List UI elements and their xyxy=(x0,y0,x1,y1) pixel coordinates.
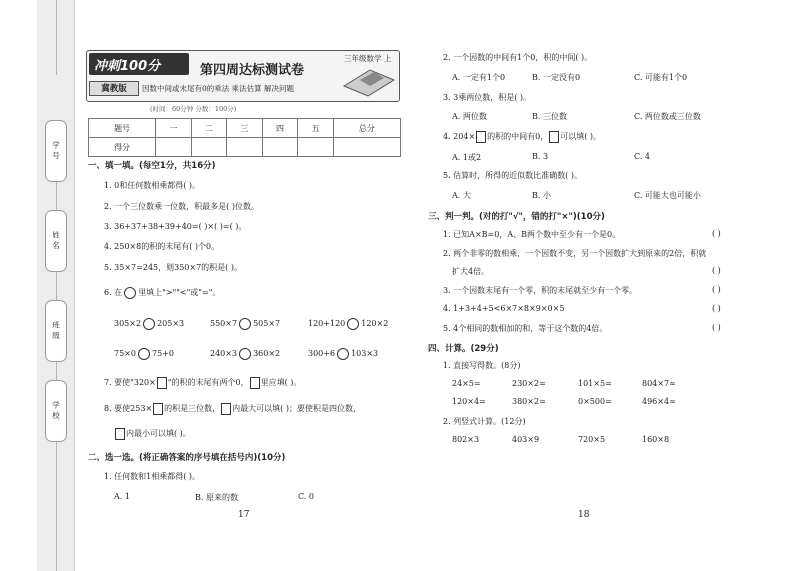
compare-item xyxy=(210,348,280,360)
calc-part-2: 2. 列竖式计算。(12分) xyxy=(443,417,526,426)
compare-item xyxy=(114,318,184,330)
score-table-header-row xyxy=(89,119,401,138)
judge-3: 3. 一个因数末尾有一个零，积的末尾就至少有一个零。 xyxy=(443,286,638,295)
judge-5: 5. 4个相同的数相加的和，等于这个数的4倍。 xyxy=(443,324,608,333)
judge-1: 1. 已知A×B=0，A、B两个数中至少有一个是0。 xyxy=(443,230,621,239)
choice-option: B. 3 xyxy=(532,152,549,161)
score-cell: 得分 xyxy=(89,138,156,157)
desk-illustration-icon xyxy=(340,64,396,98)
strip-line xyxy=(56,182,57,210)
compare-circle-input[interactable] xyxy=(239,318,251,330)
calc-item: 230×2= xyxy=(512,379,546,388)
binding-strip xyxy=(37,0,75,571)
compare-circle-input[interactable] xyxy=(347,318,359,330)
score-cell: 题号 xyxy=(89,119,156,138)
score-input-cell[interactable] xyxy=(333,138,400,157)
question-7-part-c: 里应填( )。 xyxy=(260,378,302,387)
answer-paren[interactable]: ( ) xyxy=(712,229,721,238)
vertical-calc-item: 720×5 xyxy=(578,435,606,444)
square-blank-input[interactable] xyxy=(549,131,559,143)
question-1: 1. 0和任何数相乘都得( )。 xyxy=(104,181,201,190)
class-label: 班级 xyxy=(45,300,67,362)
question-8-continued xyxy=(114,428,191,440)
grade-label: 三年级数学 上 xyxy=(344,54,392,63)
answer-paren[interactable]: ( ) xyxy=(712,285,721,294)
compare-left: 305×2 xyxy=(114,319,142,328)
section-2-title: 二、选一选。(将正确答案的序号填在括号内)(10分) xyxy=(88,453,286,463)
judge-2: 2. 两个非零的数相乘，一个因数不变，另一个因数扩大到原来的2倍，积就 xyxy=(443,249,707,258)
edition-badge: 冀教版 xyxy=(89,81,139,96)
score-input-cell[interactable] xyxy=(262,138,298,157)
compare-item xyxy=(114,348,174,360)
calc-item: 496×4≈ xyxy=(642,397,676,406)
score-input-cell[interactable] xyxy=(191,138,227,157)
score-input-cell[interactable] xyxy=(227,138,263,157)
compare-left: 550×7 xyxy=(210,319,238,328)
question-6 xyxy=(104,287,220,299)
square-blank-input[interactable] xyxy=(115,428,125,440)
compare-right: 360×2 xyxy=(253,349,281,358)
choice-option: C. 可能有1个0 xyxy=(634,73,688,82)
choice-option: C. 两位数或三位数 xyxy=(634,112,701,121)
score-cell: 一 xyxy=(156,119,192,138)
score-cell: 四 xyxy=(262,119,298,138)
answer-paren[interactable]: ( ) xyxy=(712,304,721,313)
vertical-calc-item: 802×3 xyxy=(452,435,480,444)
choice-3: 3. 3乘两位数，积是( )。 xyxy=(443,93,532,102)
choice-option: A. 1或2 xyxy=(452,153,482,162)
question-7-part-b: "的积的末尾有两个0， xyxy=(167,378,249,387)
square-blank-input[interactable] xyxy=(157,377,167,389)
choice-2: 2. 一个因数的中间有1个0，积的中间( )。 xyxy=(443,53,593,62)
strip-line xyxy=(56,0,57,75)
choice-option: B. 小 xyxy=(532,191,551,200)
calc-item: 0×500= xyxy=(578,397,612,406)
strip-line xyxy=(56,272,57,300)
brand-logo: 冲刺100分 xyxy=(89,53,189,75)
judge-2-continued: 扩大4倍。 xyxy=(452,267,490,276)
vertical-calc-item: 403×9 xyxy=(512,435,540,444)
choice-4-part-b: 的积的中间有0， xyxy=(487,132,549,141)
page-number-left: 17 xyxy=(238,510,250,520)
choice-option: B. 三位数 xyxy=(532,112,567,121)
compare-left: 300+6 xyxy=(308,349,336,358)
compare-right: 75+0 xyxy=(151,349,174,358)
question-5: 5. 35×7=245，则350×7的积是( )。 xyxy=(104,263,242,272)
section-4-title: 四、计算。(29分) xyxy=(428,344,499,354)
compare-right: 103×3 xyxy=(351,349,379,358)
compare-circle-input[interactable] xyxy=(239,348,251,360)
choice-1: 1. 任何数和1相乘都得( )。 xyxy=(104,472,201,481)
score-input-cell[interactable] xyxy=(156,138,192,157)
compare-left: 120+120 xyxy=(308,319,346,328)
topics-line: 因数中间或末尾有0的乘法 乘法估算 解决问题 xyxy=(142,84,295,93)
time-info: (时间：60分钟 分数：100分) xyxy=(150,105,237,113)
question-8-part-a: 8. 要使253× xyxy=(104,404,153,413)
calc-item: 380×2= xyxy=(512,397,546,406)
question-4: 4. 250×8的积的末尾有( )个0。 xyxy=(104,242,220,251)
choice-option: A. 一定有1个0 xyxy=(452,73,506,82)
student-id-label: 学号 xyxy=(45,120,67,182)
score-cell: 总分 xyxy=(333,119,400,138)
compare-item xyxy=(210,318,280,330)
calc-part-1: 1. 直接写得数。(8分) xyxy=(443,361,521,370)
choice-4 xyxy=(443,131,601,143)
vertical-calc-item: 160×8 xyxy=(642,435,670,444)
score-input-cell[interactable] xyxy=(298,138,334,157)
compare-circle-input[interactable] xyxy=(143,318,155,330)
choice-option: C. 可能大也可能小 xyxy=(634,191,701,200)
strip-line xyxy=(56,362,57,380)
choice-option: A. 大 xyxy=(452,191,471,200)
choice-option: C. 4 xyxy=(634,152,651,161)
score-table-row xyxy=(89,138,401,157)
question-2: 2. 一个三位数乘一位数，积最多是( )位数。 xyxy=(104,202,259,211)
calc-item: 120×4= xyxy=(452,397,486,406)
question-7-part-a: 7. 要使"320× xyxy=(104,378,156,387)
choice-option: A. 1 xyxy=(114,492,130,501)
square-blank-input[interactable] xyxy=(250,377,260,389)
page-number-right: 18 xyxy=(578,510,590,520)
square-blank-input[interactable] xyxy=(476,131,486,143)
square-blank-input[interactable] xyxy=(221,403,231,415)
choice-4-part-a: 4. 204× xyxy=(443,132,476,141)
compare-right: 505×7 xyxy=(253,319,281,328)
compare-right: 205×3 xyxy=(157,319,185,328)
answer-paren[interactable]: ( ) xyxy=(712,266,721,275)
question-8-part-c: 内最大可以填( )；要使积是四位数， xyxy=(232,404,361,413)
score-cell: 五 xyxy=(298,119,334,138)
strip-line xyxy=(56,442,57,571)
choice-option: A. 两位数 xyxy=(452,112,487,121)
compare-circle-input[interactable] xyxy=(138,348,150,360)
question-6-lead: 6. 在 xyxy=(104,288,123,297)
name-label: 姓名 xyxy=(45,210,67,272)
question-3: 3. 36+37+38+39+40=( )×( )=( )。 xyxy=(104,222,247,231)
compare-left: 240×3 xyxy=(210,349,238,358)
choice-5: 5. 估算时，所得的近似数比准确数( )。 xyxy=(443,171,582,180)
compare-right: 120×2 xyxy=(361,319,389,328)
choice-option: C. 0 xyxy=(298,492,315,501)
circle-blank-icon xyxy=(124,287,136,299)
question-6-tail: 里填上">""<"或"="。 xyxy=(138,288,221,297)
choice-option: B. 一定没有0 xyxy=(532,73,581,82)
school-label: 学校 xyxy=(45,380,67,442)
compare-item xyxy=(308,348,378,360)
question-8-part-b: 的积是三位数， xyxy=(164,404,221,413)
question-8 xyxy=(104,403,361,415)
answer-paren[interactable]: ( ) xyxy=(712,323,721,332)
score-cell: 二 xyxy=(191,119,227,138)
choice-option: B. 原来的数 xyxy=(195,493,238,502)
section-1-title: 一、填一填。(每空1分，共16分) xyxy=(88,161,216,171)
score-table xyxy=(88,118,401,157)
calc-item: 804×7≈ xyxy=(642,379,676,388)
square-blank-input[interactable] xyxy=(153,403,163,415)
compare-left: 75×0 xyxy=(114,349,136,358)
judge-4: 4. 1+3+4+5<6×7×8×9×0×5 xyxy=(443,304,565,313)
question-8-part-d: 内最小可以填( )。 xyxy=(126,429,191,438)
calc-item: 24×5= xyxy=(452,379,481,388)
score-cell: 三 xyxy=(227,119,263,138)
calc-item: 101×5= xyxy=(578,379,612,388)
question-7 xyxy=(104,377,301,389)
page-title: 第四周达标测试卷 xyxy=(200,63,305,78)
choice-4-part-c: 可以填( )。 xyxy=(560,132,602,141)
section-3-title: 三、判一判。(对的打"√"，错的打"×")(10分) xyxy=(428,212,605,222)
compare-item xyxy=(308,318,388,330)
compare-circle-input[interactable] xyxy=(337,348,349,360)
